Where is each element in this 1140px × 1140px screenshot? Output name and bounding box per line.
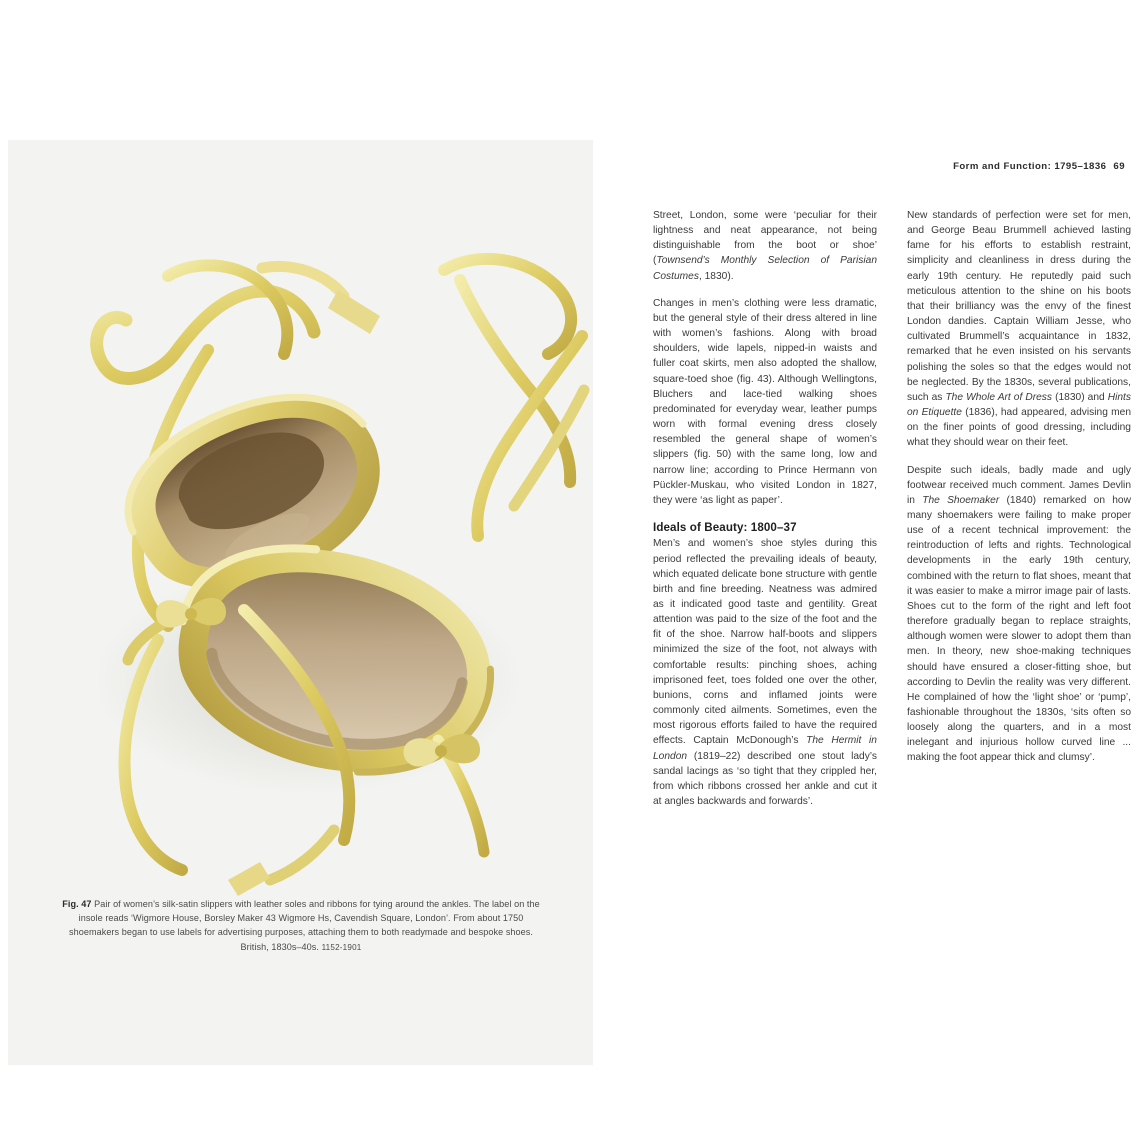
figure-47-photograph — [8, 140, 593, 900]
paragraph-shoe-styles — [653, 536, 877, 809]
paragraph-mens-clothing: Changes in men’s clothing were less dramatic, but the general style of their dress altered in line with women’s fashions. Along with broad shoulders, wide lapels, nipped-in waists and fuller coat skirts, men also adopted the shallow, square-toed shoe (fig. 43). Although Wellingtons, Bluchers and lace-tied walking shoes predominated for everyday wear, leather pumps worn with formal evening dress closely resembled the general shape of women’s slippers (fig. 50) with the same long, low and narrow line; according to Prince Hermann von Pückler-Muskau, who visited London in 1827, they were ‘as light as paper’. — [653, 297, 877, 506]
right-page-text — [593, 140, 1132, 1065]
title-hints-on-etiquette: Hints on Etiquette — [907, 391, 1131, 419]
title-whole-art-of-dress: The Whole Art of Dress — [945, 391, 1053, 403]
figure-number: Fig. 47 — [62, 899, 92, 909]
paragraph-street-london — [653, 208, 877, 284]
para-run: New standards of perfection were set for men, and George Beau Brummell achieved lasting fame for his efforts to establish restraint, simplicity and cleanliness in dress during the early 19th century. He reputedly paid such meticulous attention to the shine on his boots that their brilliancy was the envy of the finest London dandies. Captain William Jesse, who cultivated Brummell’s acquaintance in 1832, remarked that he even insisted on his servants polishing the soles so that the edges would not be neglected. By the 1830s, several publications, such as — [907, 210, 1131, 403]
paragraph-new-standards — [907, 208, 1131, 451]
title-townsends: Townsend’s Monthly Selection of Parisian Costumes — [653, 255, 877, 282]
para-run: (1840) remarked on how many shoemakers were failing to make proper use of a recent technical improvement: the reintroduction of lefts and rights. Technological developments in the early 19th century, combined with the return to flat shoes, meant that it was easier to make a mirror image pair of lasts. Shoes cut to the form of the right and left foot therefore gradually began to replace straights, although women were slower to adopt them than men. In theory, new shoe-making techniques should have ensured a closer-fitting shoe, but according to Devlin the reality was very different. He complained of how the ‘light shoe’ or ‘pump’, fashionable throughout the 1830s, ‘sits often so loosely along the quarters, and in a most inelegant and injurious hollow curved line ... making the foot appear thick and clumsy’. — [907, 494, 1131, 764]
slippers-photo-svg — [8, 140, 593, 900]
paragraph-despite-such-ideals — [907, 463, 1131, 766]
figure-accession-number: 1152-1901 — [321, 942, 362, 952]
title-hermit-in-london: The Hermit in London — [653, 735, 877, 762]
section-heading-ideals-of-beauty: Ideals of Beauty: 1800–37 — [653, 520, 797, 534]
figure-caption-text: Pair of women’s silk-satin slippers with leather soles and ribbons for tying around the ankles. The label on the insole reads ‘Wigmore House, Borsley Maker 43 Wigmore Hs, Cavendish Square, London’. From about 1750 shoemakers began to use labels for advertising purposes, attaching them to both readymade and bespoke shoes. British, 1830s–40s. — [69, 899, 540, 952]
left-page-photo-plate — [8, 140, 593, 1065]
figure-caption — [56, 897, 546, 955]
para-run: Despite such ideals, badly made and ugly footwear received much comment. James Devlin in — [907, 464, 1131, 506]
page-number: 69 — [1113, 161, 1125, 172]
para-run: (1830) and — [1052, 391, 1108, 403]
title-the-shoemaker: The Shoemaker — [922, 494, 1000, 506]
running-head-title: Form and Function: 1795–1836 — [953, 161, 1107, 172]
para-run: Street, London, some were ‘peculiar for their lightness and neat appearance, not being distinguishable from the boot or shoe’ ( — [653, 210, 877, 267]
running-head — [953, 161, 1125, 172]
text-column-left — [653, 208, 877, 809]
para-run: (1819–22) described one stout lady’s sandal lacings as ‘so tight that they crippled her, from which ribbons crossed her ankle and cut it at angles backwards and forwards’. — [653, 750, 877, 808]
text-columns — [653, 208, 1131, 809]
para-run: , 1830). — [698, 270, 734, 282]
para-run: (1836), had appeared, advising men on the finer points of good dressing, including what they should wear on their feet. — [907, 407, 1131, 449]
para-run: Men’s and women’s shoe styles during this period reflected the prevailing ideals of beauty, which equated delicate bone structure with gentle birth and fine breeding. Neatness was admired as it indicated good taste and gentility. Great attention was paid to the size of the foot and the fit of the shoe. Narrow half-boots and slippers minimized the size of the foot, not always with comfortable results: pinching shoes, aching imprisoned feet, toes folded one over the other, bunions, corns and inflamed joints were commonly cited ailments. Sometimes, even the most rigorous efforts failed to have the required effects. Captain McDonough’s — [653, 538, 877, 747]
text-column-right — [907, 208, 1131, 809]
